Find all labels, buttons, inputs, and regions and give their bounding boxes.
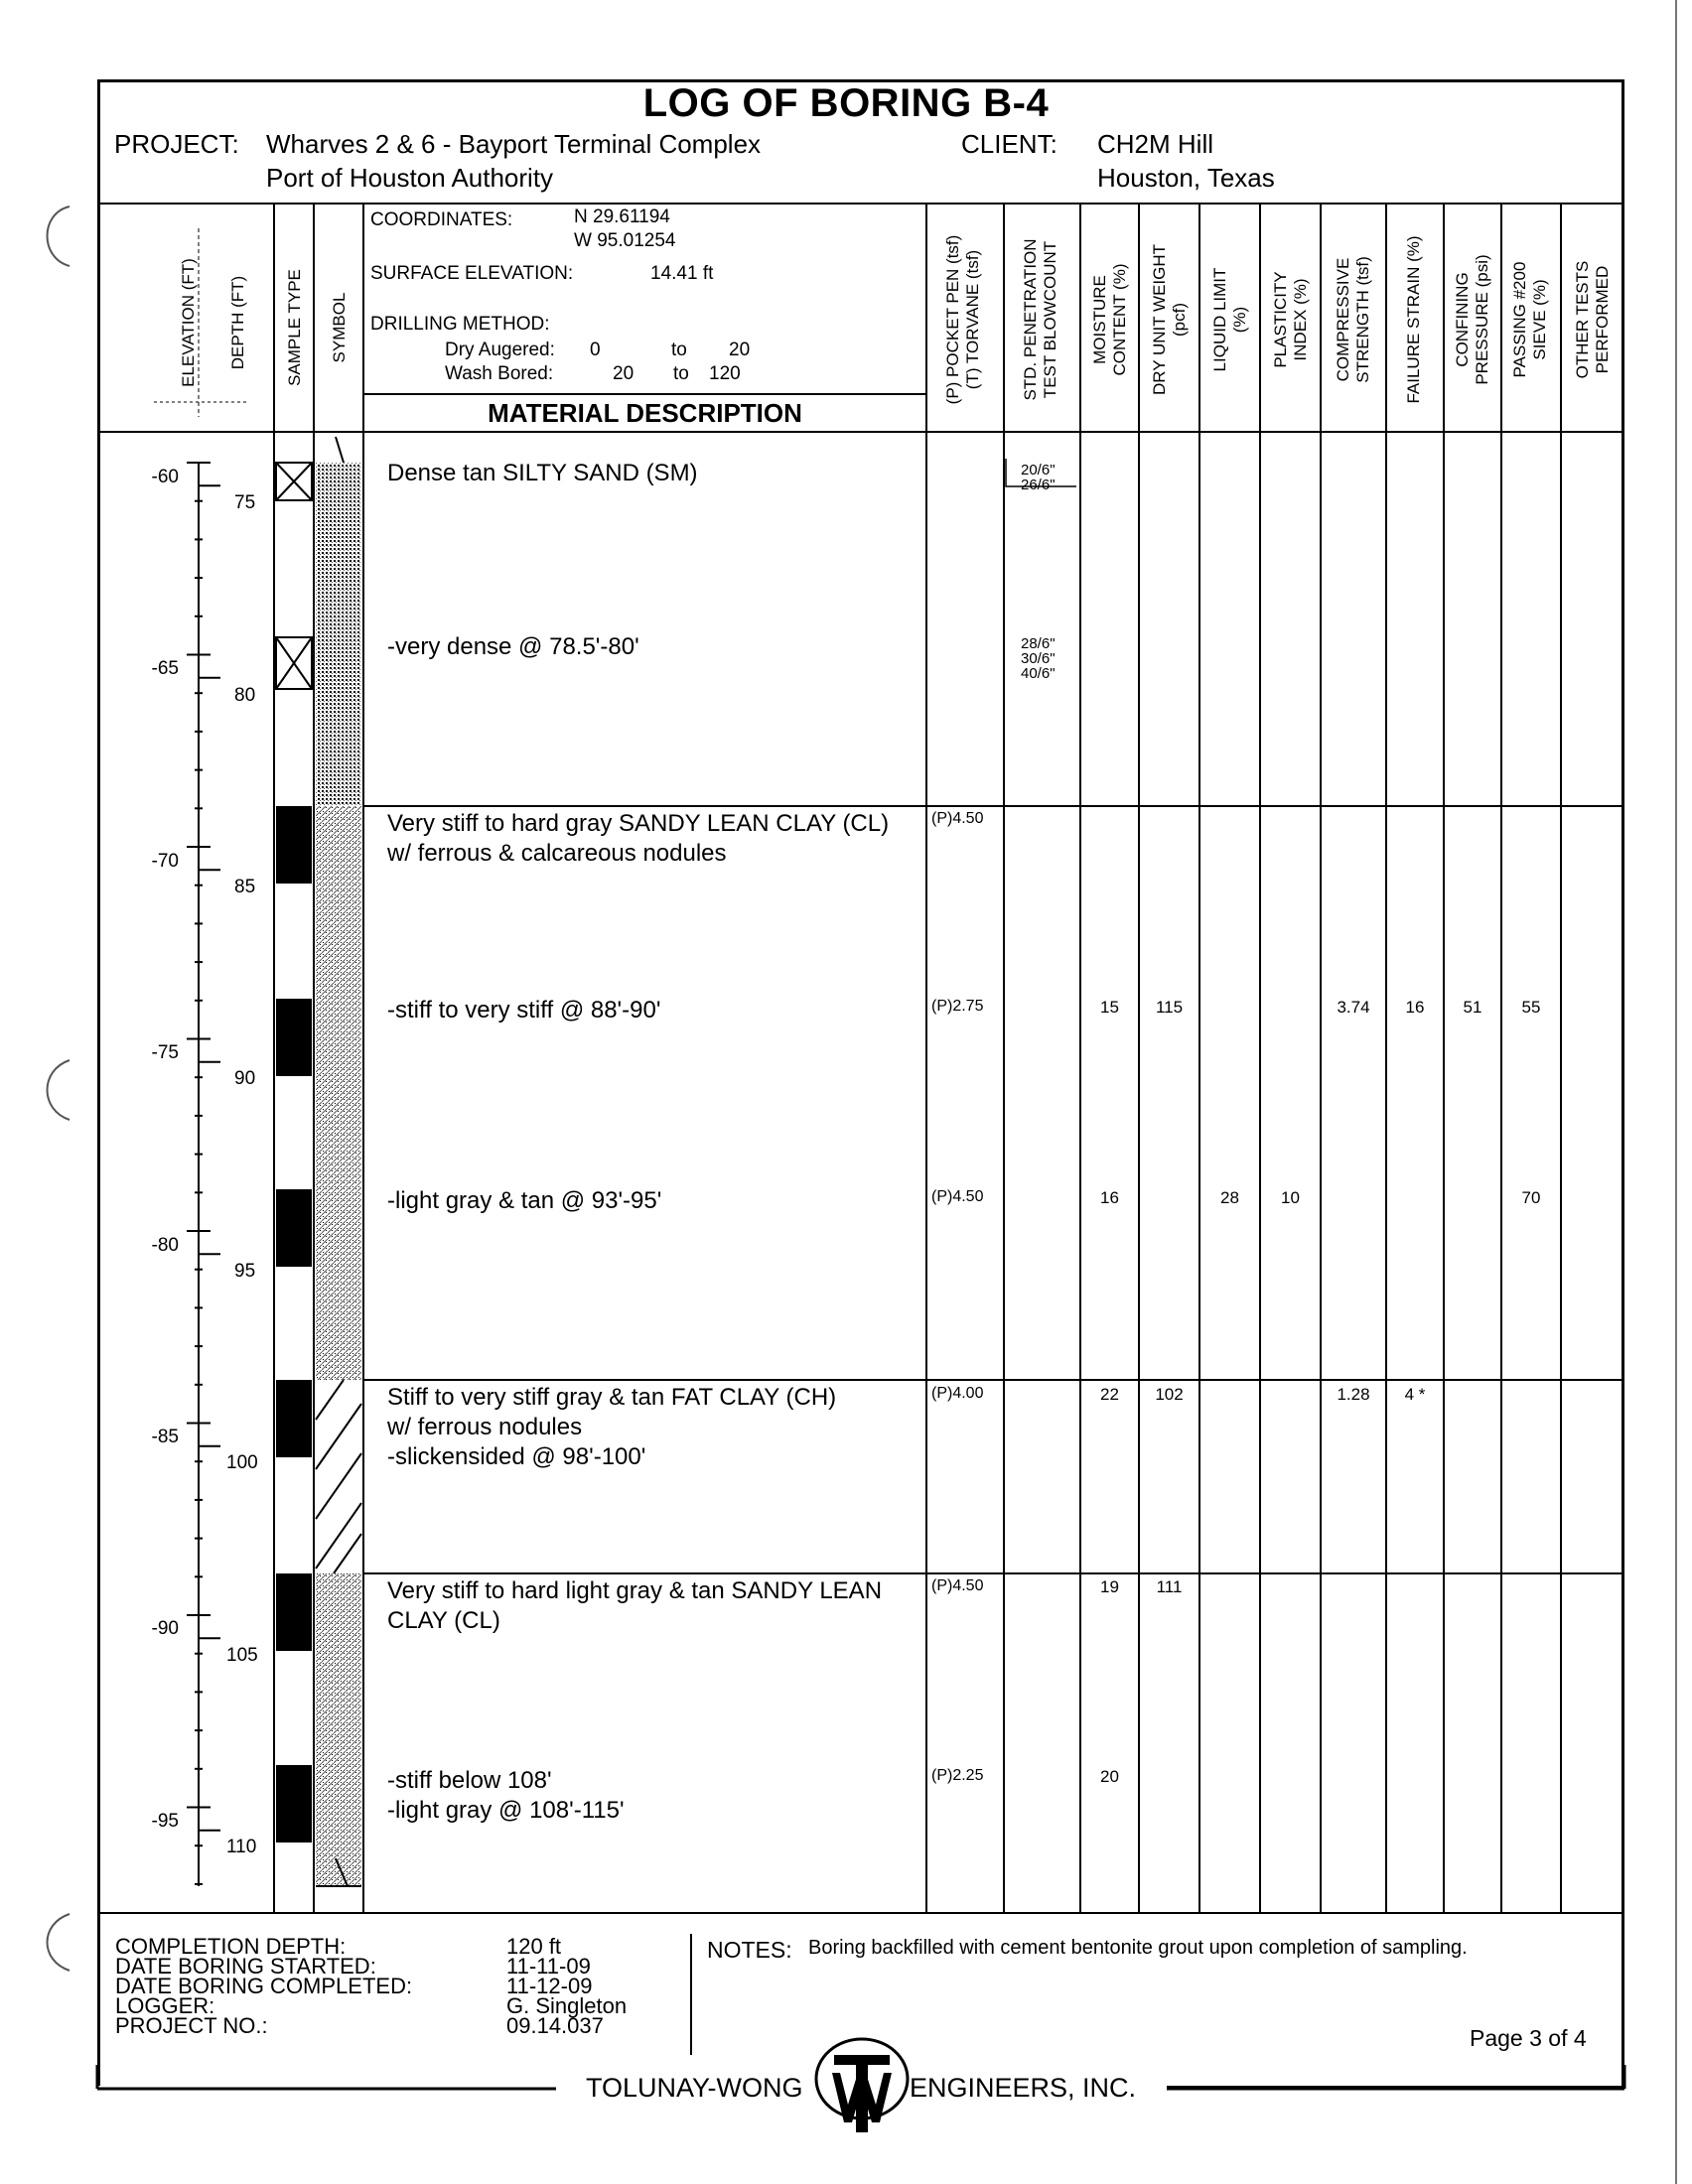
- blowcount: 20/6": [1021, 462, 1056, 478]
- date-completed-label: DATE BORING COMPLETED:: [115, 1974, 413, 1998]
- elevation-label: -85: [151, 1427, 179, 1447]
- coordinates-label: COORDINATES:: [370, 209, 513, 230]
- page-title: LOG OF BORING B-4: [642, 81, 1050, 125]
- col-other-1: OTHER TESTS: [1573, 260, 1592, 379]
- passing-value: 55: [1521, 998, 1541, 1017]
- description-ferrous: w/ ferrous nodules: [387, 1414, 583, 1440]
- elevation-label: -95: [151, 1811, 179, 1832]
- depth-label: 80: [234, 685, 256, 706]
- col-plasticity-1: PLASTICITY: [1271, 271, 1290, 368]
- moisture-value: 19: [1100, 1577, 1119, 1596]
- description-light-gray-2: -light gray @ 108'-115': [387, 1797, 625, 1824]
- description-fat-clay: Stiff to very stiff gray & tan FAT CLAY (CH): [387, 1384, 837, 1411]
- compressive-value: 1.28: [1337, 1385, 1370, 1404]
- col-moisture-2: CONTENT (%): [1110, 263, 1129, 376]
- dry-unit-value: 102: [1155, 1385, 1184, 1404]
- logger-value: G. Singleton: [506, 1993, 628, 2018]
- depth-label: 95: [234, 1261, 256, 1282]
- project-label: PROJECT:: [114, 129, 239, 159]
- pocket-pen-value: (P)4.00: [931, 1385, 984, 1402]
- elevation-label: -75: [151, 1042, 179, 1063]
- wash-bored-label: Wash Bored:: [445, 363, 554, 384]
- elevation-label: -90: [151, 1618, 179, 1639]
- blowcount: 26/6": [1021, 477, 1056, 493]
- passing-value: 70: [1521, 1188, 1541, 1207]
- pocket-pen-value: (P)4.50: [931, 1577, 984, 1594]
- elevation-label: -60: [151, 467, 179, 487]
- confining-value: 51: [1463, 998, 1482, 1017]
- moisture-value: 22: [1100, 1385, 1119, 1404]
- surface-elevation-value: 14.41 ft: [650, 263, 714, 284]
- col-plasticity-2: INDEX (%): [1291, 278, 1310, 361]
- notes-label: NOTES:: [707, 1937, 792, 1963]
- dry-augered-from: 0: [590, 340, 601, 360]
- project-number-value: 09.14.037: [506, 2013, 604, 2038]
- col-confining-1: CONFINING: [1453, 272, 1472, 367]
- elevation-label: -70: [151, 851, 179, 872]
- col-depth: DEPTH (FT): [228, 275, 247, 370]
- plasticity-value: 10: [1281, 1188, 1300, 1207]
- shelby-tube-sample-2: [276, 999, 312, 1076]
- pocket-pen-value: (P)4.50: [931, 810, 984, 827]
- wash-bored-from: 20: [613, 363, 634, 384]
- dry-augered-label: Dry Augered:: [445, 340, 555, 360]
- description-stiff-below: -stiff below 108': [387, 1767, 552, 1794]
- client-line2: Houston, Texas: [1097, 163, 1275, 193]
- col-compressive-1: COMPRESSIVE: [1334, 257, 1352, 382]
- col-passing-1: PASSING #200: [1510, 261, 1529, 378]
- depth-label: 90: [234, 1068, 256, 1089]
- dry-augered-to: 20: [729, 340, 751, 360]
- project-line2: Port of Houston Authority: [266, 163, 554, 193]
- coordinate-west: W 95.01254: [574, 230, 676, 251]
- col-torvane: (T) TORVANE (tsf): [963, 249, 982, 390]
- col-liquid-2: (%): [1230, 306, 1249, 334]
- description-clay-cl: CLAY (CL): [387, 1607, 500, 1634]
- description-stiff: -stiff to very stiff @ 88'-90': [387, 997, 661, 1024]
- col-compressive-2: STRENGTH (tsf): [1353, 256, 1372, 383]
- description-nodules: w/ ferrous & calcareous nodules: [387, 840, 727, 867]
- project-line1: Wharves 2 & 6 - Bayport Terminal Complex: [266, 129, 762, 159]
- col-other-2: PERFORMED: [1593, 265, 1612, 374]
- notes-text: Boring backfilled with cement bentonite grout upon completion of sampling.: [808, 1937, 1468, 1959]
- pocket-pen-value: (P)2.75: [931, 998, 984, 1015]
- symbol-sandy-lean-clay-2: [316, 1573, 361, 1886]
- col-spt-2: TEST BLOWCOUNT: [1041, 240, 1059, 399]
- pocket-pen-value: (P)2.25: [931, 1767, 984, 1784]
- date-completed-value: 11-12-09: [506, 1974, 593, 1998]
- blowcount: 28/6": [1021, 635, 1056, 652]
- description-very-dense: -very dense @ 78.5'-80': [387, 633, 639, 660]
- project-number-label: PROJECT NO.:: [115, 2013, 268, 2038]
- description-silty-sand: Dense tan SILTY SAND (SM): [387, 460, 698, 486]
- client-label: CLIENT:: [961, 129, 1058, 159]
- page-number: Page 3 of 4: [1470, 2025, 1587, 2051]
- date-started-label: DATE BORING STARTED:: [115, 1954, 376, 1979]
- description-slickensided: -slickensided @ 98'-100': [387, 1443, 646, 1470]
- drilling-method-label: DRILLING METHOD:: [370, 314, 550, 335]
- date-started-value: 11-11-09: [506, 1954, 591, 1979]
- depth-label: 110: [226, 1837, 257, 1857]
- col-moisture-1: MOISTURE: [1090, 275, 1109, 364]
- symbol-sandy-lean-clay-1: [316, 806, 361, 1380]
- shelby-tube-sample-4: [276, 1380, 312, 1457]
- company-name-right: ENGINEERS, INC.: [910, 2073, 1137, 2103]
- description-sandy-lean-clay: Very stiff to hard gray SANDY LEAN CLAY (CL): [387, 810, 890, 837]
- failure-strain-value: 16: [1405, 998, 1425, 1017]
- shelby-tube-sample-3: [276, 1189, 312, 1267]
- col-elevation: ELEVATION (FT): [179, 258, 198, 387]
- col-spt-1: STD. PENETRATION: [1021, 238, 1040, 401]
- col-dry-unit-1: DRY UNIT WEIGHT: [1150, 243, 1169, 396]
- symbol-fat-clay: [316, 1380, 361, 1573]
- pocket-pen-value: (P)4.50: [931, 1188, 984, 1205]
- coordinate-north: N 29.61194: [574, 206, 670, 227]
- surface-elevation-label: SURFACE ELEVATION:: [370, 263, 574, 284]
- elevation-label: -65: [151, 658, 179, 679]
- failure-strain-value: 4 *: [1404, 1385, 1426, 1404]
- completion-depth-label: COMPLETION DEPTH:: [115, 1934, 347, 1959]
- description-sandy-lean-clay-2: Very stiff to hard light gray & tan SANDY LEAN: [387, 1577, 883, 1604]
- col-pocket-pen: (P) POCKET PEN (tsf): [943, 234, 962, 405]
- compressive-value: 3.74: [1337, 998, 1370, 1017]
- moisture-value: 20: [1100, 1767, 1119, 1786]
- dry-unit-value: 111: [1156, 1577, 1183, 1596]
- shelby-tube-sample-6: [276, 1765, 312, 1843]
- logger-label: LOGGER:: [115, 1993, 215, 2018]
- wash-bored-to-word: to: [673, 363, 689, 384]
- col-passing-2: SIEVE (%): [1530, 279, 1549, 360]
- col-liquid-1: LIQUID LIMIT: [1210, 267, 1229, 372]
- material-description-heading: MATERIAL DESCRIPTION: [488, 398, 802, 428]
- company-name-left: TOLUNAY-WONG: [586, 2073, 803, 2103]
- dry-unit-value: 115: [1155, 998, 1184, 1017]
- wash-bored-to: 120: [709, 363, 741, 384]
- client-line1: CH2M Hill: [1097, 129, 1213, 159]
- moisture-value: 16: [1100, 1188, 1119, 1207]
- description-light-gray: -light gray & tan @ 93'-95': [387, 1187, 662, 1214]
- blowcount: 30/6": [1021, 650, 1056, 667]
- depth-label: 100: [226, 1452, 258, 1473]
- moisture-value: 15: [1100, 998, 1119, 1017]
- col-confining-2: PRESSURE (psi): [1473, 254, 1491, 385]
- completion-depth-value: 120 ft: [506, 1934, 562, 1959]
- blowcount: 40/6": [1021, 665, 1056, 682]
- elevation-label: -80: [151, 1235, 179, 1256]
- col-symbol: SYMBOL: [330, 292, 349, 363]
- depth-label: 105: [226, 1645, 258, 1666]
- col-failure-strain: FAILURE STRAIN (%): [1404, 235, 1423, 404]
- col-sample-type: SAMPLE TYPE: [285, 269, 304, 386]
- symbol-silty-sand: [316, 463, 361, 806]
- dry-augered-to-word: to: [671, 340, 687, 360]
- shelby-tube-sample-5: [276, 1573, 312, 1651]
- liquid-limit-value: 28: [1220, 1188, 1239, 1207]
- shelby-tube-sample-1: [276, 806, 312, 884]
- company-logo: [812, 2033, 912, 2142]
- col-dry-unit-2: (pcf): [1170, 303, 1189, 337]
- depth-label: 85: [234, 877, 256, 897]
- depth-label: 75: [234, 492, 256, 513]
